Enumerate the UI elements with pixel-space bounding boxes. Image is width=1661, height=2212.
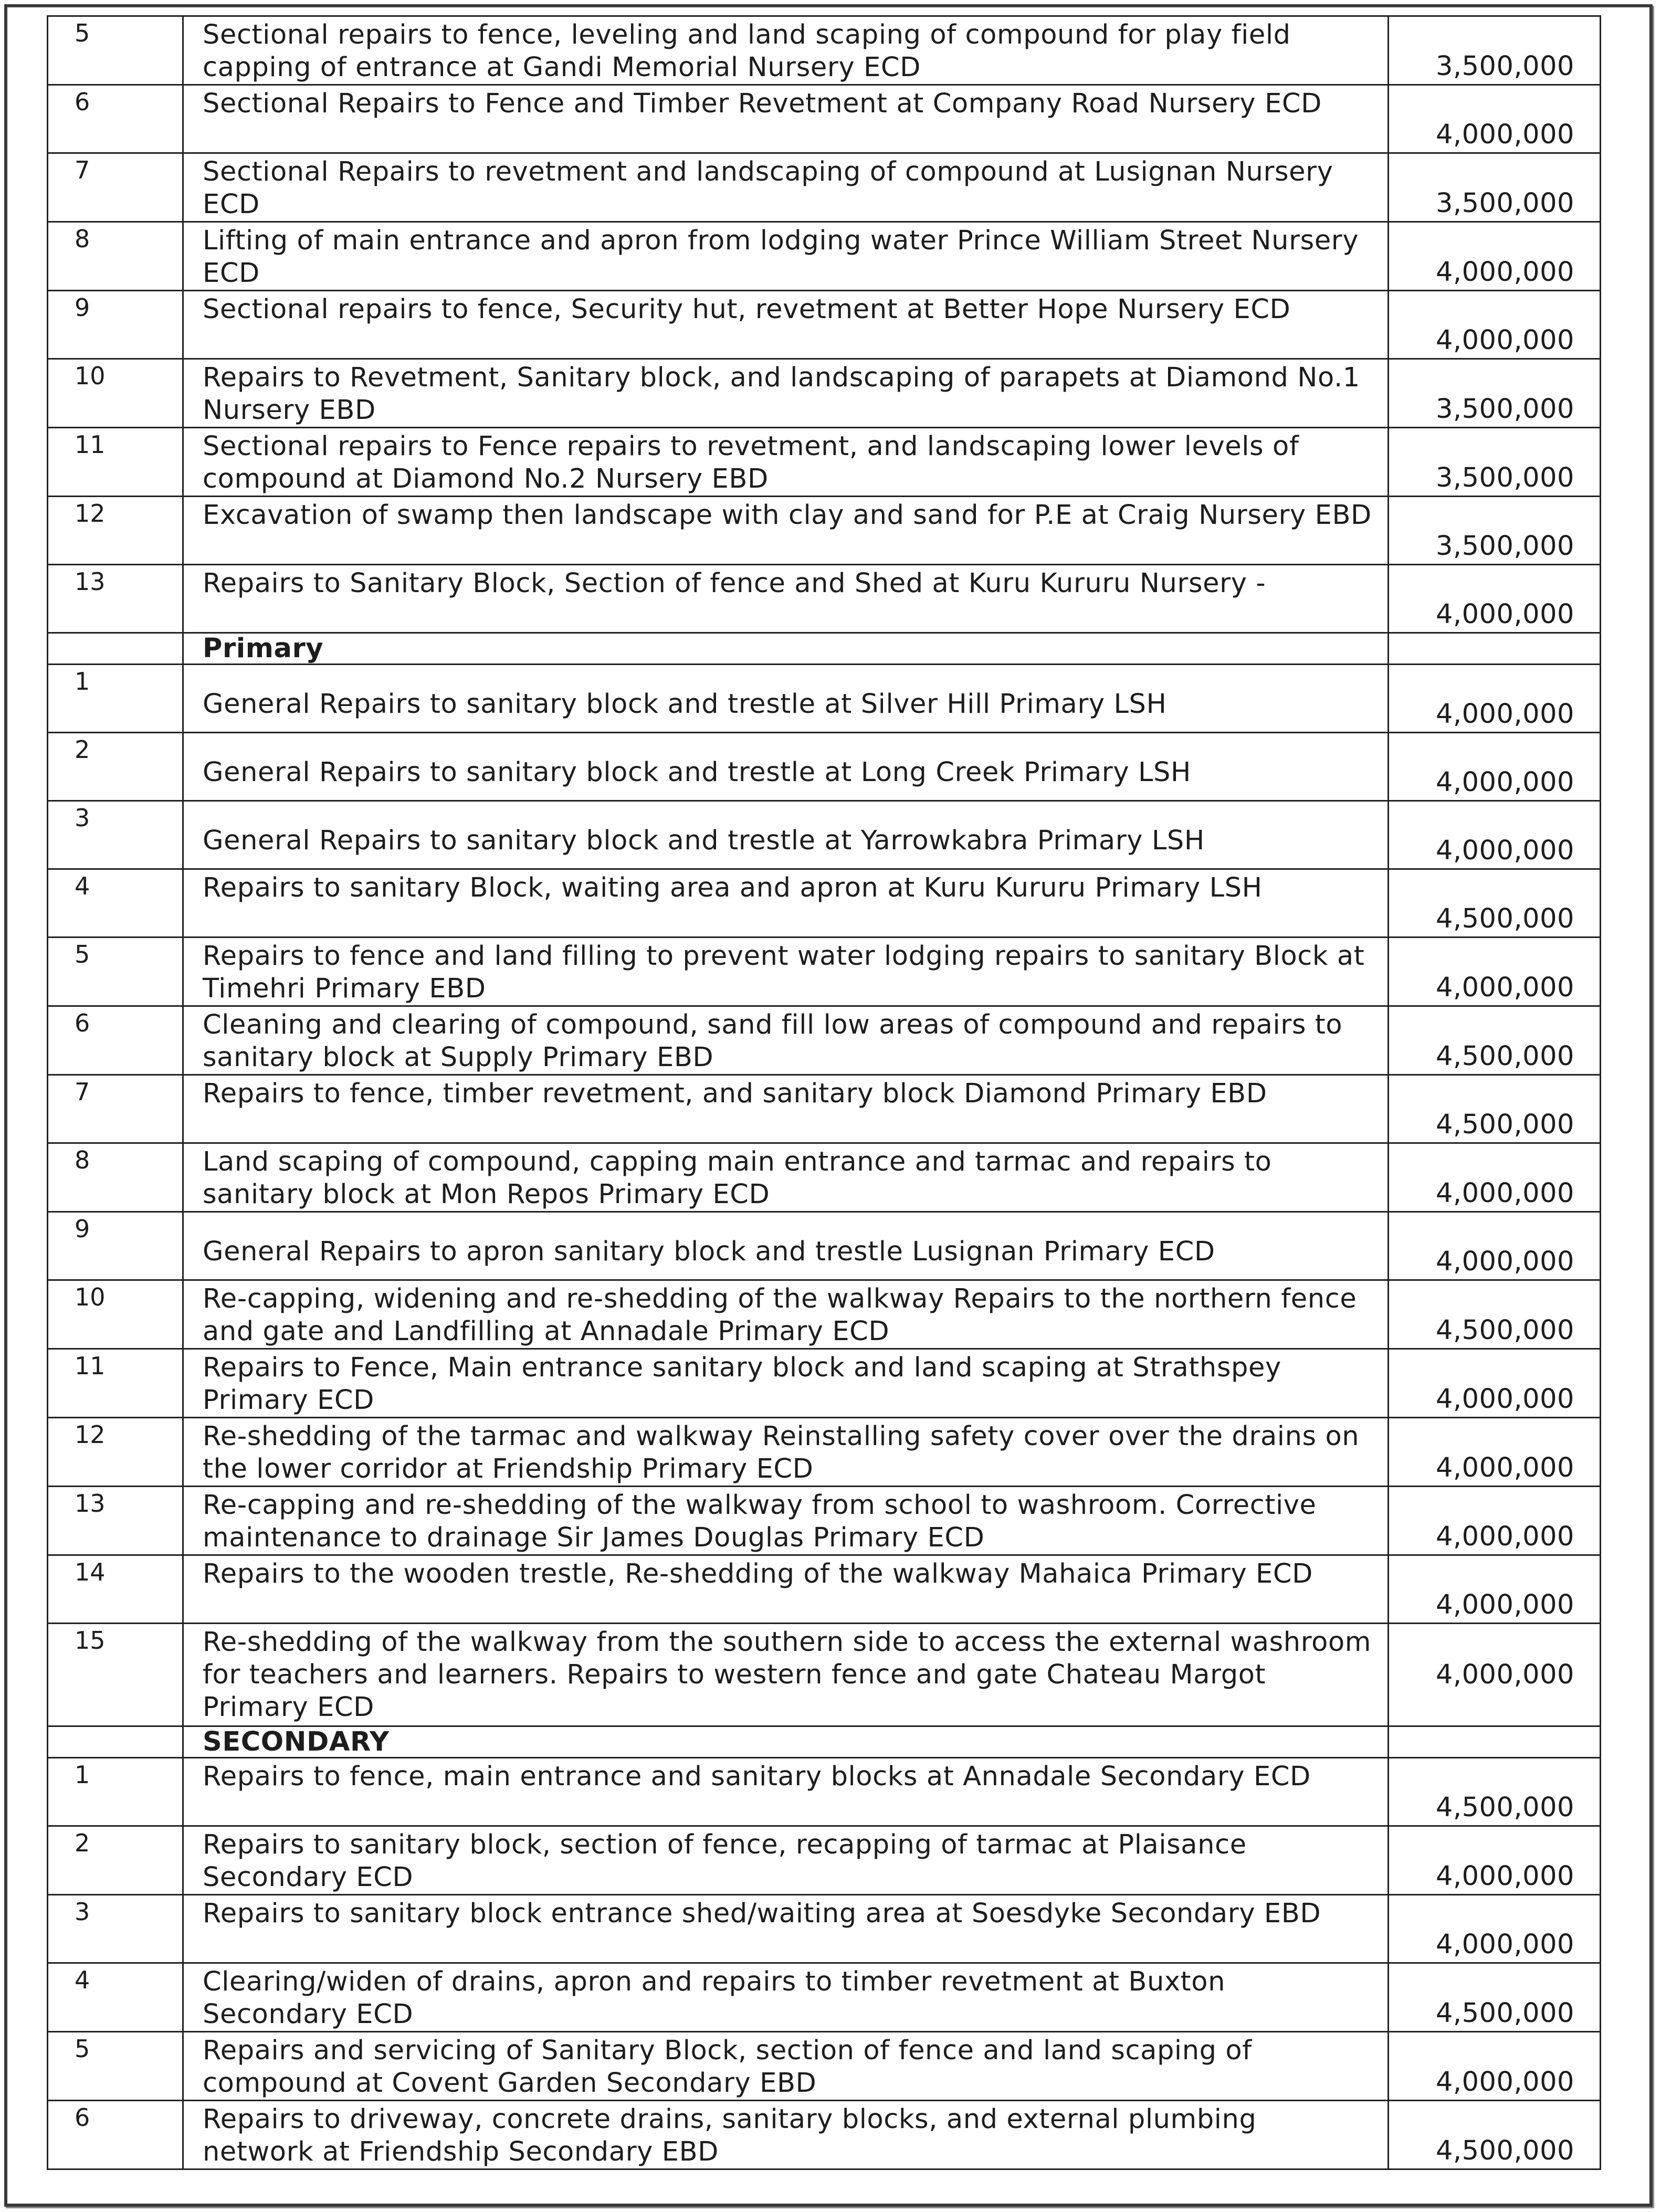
item-number: 3 bbox=[48, 1895, 183, 1963]
item-number: 10 bbox=[48, 359, 183, 428]
item-amount: 4,000,000 bbox=[1389, 1826, 1601, 1895]
item-description: Sectional repairs to fence, Security hut, revetment at Better Hope Nursery ECD bbox=[183, 291, 1389, 359]
item-amount: 4,500,000 bbox=[1389, 2101, 1601, 2169]
item-description: Re-shedding of the walkway from the southern side to access the external washroom for teachers and learners. Repairs to western fence and gate Chateau Margot Primary ECD bbox=[183, 1624, 1389, 1726]
item-description: Repairs to driveway, concrete drains, sanitary blocks, and external plumbing network at Friendship Secondary EBD bbox=[183, 2101, 1389, 2169]
item-description: Re-capping and re-shedding of the walkway from school to washroom. Corrective maintenance to drainage Sir James Douglas Primary ECD bbox=[183, 1487, 1389, 1555]
table-row bbox=[48, 1895, 1601, 1963]
item-amount: 4,000,000 bbox=[1389, 1212, 1601, 1280]
item-amount: 4,500,000 bbox=[1389, 1758, 1601, 1826]
item-amount: 3,500,000 bbox=[1389, 497, 1601, 565]
table-row bbox=[48, 733, 1601, 801]
item-number: 2 bbox=[48, 1826, 183, 1895]
item-description: General Repairs to sanitary block and trestle at Silver Hill Primary LSH bbox=[203, 689, 1167, 720]
item-amount: 4,000,000 bbox=[1389, 1487, 1601, 1555]
table-row bbox=[48, 1487, 1601, 1555]
item-number: 4 bbox=[48, 869, 183, 938]
item-description: Sectional Repairs to revetment and landscaping of compound at Lusignan Nursery ECD bbox=[183, 153, 1389, 222]
item-amount: 3,500,000 bbox=[1389, 359, 1601, 428]
item-description: Repairs to fence, main entrance and sanitary blocks at Annadale Secondary ECD bbox=[183, 1758, 1389, 1826]
table-row bbox=[48, 85, 1601, 153]
item-description: General Repairs to apron sanitary block and trestle Lusignan Primary ECD bbox=[203, 1236, 1215, 1267]
item-description: General Repairs to sanitary block and trestle at Long Creek Primary LSH bbox=[203, 757, 1191, 788]
item-amount: 3,500,000 bbox=[1389, 428, 1601, 497]
item-amount: 4,000,000 bbox=[1389, 1349, 1601, 1418]
item-amount: 4,500,000 bbox=[1389, 869, 1601, 938]
table-row bbox=[48, 1212, 1601, 1280]
item-amount: 4,000,000 bbox=[1389, 1624, 1601, 1726]
table-row bbox=[48, 1143, 1601, 1212]
item-number: 6 bbox=[48, 2101, 183, 2169]
section-heading-row bbox=[48, 633, 1601, 665]
item-description: General Repairs to sanitary block and trestle at Yarrowkabra Primary LSH bbox=[203, 825, 1205, 856]
item-amount: 4,000,000 bbox=[1389, 2032, 1601, 2101]
item-description: Repairs to fence, timber revetment, and sanitary block Diamond Primary EBD bbox=[183, 1075, 1389, 1143]
item-number: 2 bbox=[48, 733, 183, 801]
item-number: 13 bbox=[48, 565, 183, 633]
item-number: 13 bbox=[48, 1487, 183, 1555]
item-number: 9 bbox=[48, 1212, 183, 1280]
item-number: 1 bbox=[48, 665, 183, 733]
table-row bbox=[48, 497, 1601, 565]
item-description: Sectional repairs to fence, leveling and land scaping of compound for play field capping of entrance at Gandi Memorial Nursery ECD bbox=[183, 16, 1389, 85]
section-heading-primary: Primary bbox=[183, 633, 1389, 665]
table-row bbox=[48, 1349, 1601, 1418]
item-amount: 3,500,000 bbox=[1389, 16, 1601, 85]
item-description: Land scaping of compound, capping main entrance and tarmac and repairs to sanitary block at Mon Repos Primary ECD bbox=[183, 1143, 1389, 1212]
item-description: Sectional repairs to Fence repairs to revetment, and landscaping lower levels of compound at Diamond No.2 Nursery EBD bbox=[183, 428, 1389, 497]
item-description: Repairs to Sanitary Block, Section of fence and Shed at Kuru Kururu Nursery - bbox=[183, 565, 1389, 633]
item-number: 5 bbox=[48, 16, 183, 85]
item-number: 5 bbox=[48, 2032, 183, 2101]
table-row bbox=[48, 1280, 1601, 1349]
item-description: Re-shedding of the tarmac and walkway Reinstalling safety cover over the drains on the lower corridor at Friendship Primary ECD bbox=[183, 1418, 1389, 1487]
item-amount: 4,000,000 bbox=[1389, 222, 1601, 291]
table-row bbox=[48, 428, 1601, 497]
item-number: 11 bbox=[48, 1349, 183, 1418]
item-number: 1 bbox=[48, 1758, 183, 1826]
table-row bbox=[48, 1758, 1601, 1826]
item-amount: 4,000,000 bbox=[1389, 291, 1601, 359]
table-row bbox=[48, 359, 1601, 428]
table-row bbox=[48, 1963, 1601, 2032]
item-description: Sectional Repairs to Fence and Timber Revetment at Company Road Nursery ECD bbox=[183, 85, 1389, 153]
item-description: Repairs and servicing of Sanitary Block, section of fence and land scaping of compound at Covent Garden Secondary EBD bbox=[183, 2032, 1389, 2101]
item-number: 8 bbox=[48, 1143, 183, 1212]
item-amount: 4,500,000 bbox=[1389, 1006, 1601, 1075]
section-heading-secondary: SECONDARY bbox=[183, 1726, 1389, 1758]
item-number: 15 bbox=[48, 1624, 183, 1726]
item-amount: 4,000,000 bbox=[1389, 565, 1601, 633]
item-amount: 3,500,000 bbox=[1389, 153, 1601, 222]
item-number: 6 bbox=[48, 85, 183, 153]
item-description: Lifting of main entrance and apron from lodging water Prince William Street Nursery ECD bbox=[183, 222, 1389, 291]
table-row bbox=[48, 153, 1601, 222]
table-row bbox=[48, 565, 1601, 633]
table-row bbox=[48, 938, 1601, 1006]
item-amount: 4,000,000 bbox=[1389, 665, 1601, 733]
table-row bbox=[48, 1006, 1601, 1075]
section-heading-row bbox=[48, 1726, 1601, 1758]
table-row bbox=[48, 2101, 1601, 2169]
item-amount: 4,000,000 bbox=[1389, 85, 1601, 153]
item-description: Repairs to sanitary block entrance shed/waiting area at Soesdyke Secondary EBD bbox=[183, 1895, 1389, 1963]
table-row bbox=[48, 1826, 1601, 1895]
table-row bbox=[48, 801, 1601, 869]
item-number: 3 bbox=[48, 801, 183, 869]
table-row bbox=[48, 291, 1601, 359]
table-row bbox=[48, 16, 1601, 85]
item-number: 12 bbox=[48, 497, 183, 565]
item-description: Repairs to fence and land filling to prevent water lodging repairs to sanitary Block at Timehri Primary EBD bbox=[183, 938, 1389, 1006]
item-amount: 4,500,000 bbox=[1389, 1075, 1601, 1143]
item-description: Excavation of swamp then landscape with clay and sand for P.E at Craig Nursery EBD bbox=[183, 497, 1389, 565]
table-row bbox=[48, 1555, 1601, 1624]
item-number: 10 bbox=[48, 1280, 183, 1349]
table-row bbox=[48, 1075, 1601, 1143]
works-table bbox=[47, 15, 1601, 2170]
item-description: Repairs to Fence, Main entrance sanitary block and land scaping at Strathspey Primary ECD bbox=[183, 1349, 1389, 1418]
item-amount: 4,000,000 bbox=[1389, 1143, 1601, 1212]
table-row bbox=[48, 869, 1601, 938]
item-number: 5 bbox=[48, 938, 183, 1006]
item-amount: 4,500,000 bbox=[1389, 1280, 1601, 1349]
table-row bbox=[48, 1418, 1601, 1487]
item-description: Clearing/widen of drains, apron and repairs to timber revetment at Buxton Secondary ECD bbox=[183, 1963, 1389, 2032]
item-number: 4 bbox=[48, 1963, 183, 2032]
item-number: 9 bbox=[48, 291, 183, 359]
item-number: 7 bbox=[48, 153, 183, 222]
table-row bbox=[48, 1624, 1601, 1726]
item-number: 12 bbox=[48, 1418, 183, 1487]
item-amount: 4,000,000 bbox=[1389, 733, 1601, 801]
item-number: 8 bbox=[48, 222, 183, 291]
table-row bbox=[48, 222, 1601, 291]
item-description: Repairs to Revetment, Sanitary block, and landscaping of parapets at Diamond No.1 Nursery EBD bbox=[183, 359, 1389, 428]
item-amount: 4,000,000 bbox=[1389, 801, 1601, 869]
item-description: Re-capping, widening and re-shedding of the walkway Repairs to the northern fence and gate and Landfilling at Annadale Primary ECD bbox=[183, 1280, 1389, 1349]
item-number: 14 bbox=[48, 1555, 183, 1624]
item-amount: 4,000,000 bbox=[1389, 1418, 1601, 1487]
item-number: 6 bbox=[48, 1006, 183, 1075]
table-row bbox=[48, 2032, 1601, 2101]
table-row bbox=[48, 665, 1601, 733]
item-description: Cleaning and clearing of compound, sand fill low areas of compound and repairs to sanitary block at Supply Primary EBD bbox=[183, 1006, 1389, 1075]
item-description: Repairs to the wooden trestle, Re-shedding of the walkway Mahaica Primary ECD bbox=[183, 1555, 1389, 1624]
item-number: 11 bbox=[48, 428, 183, 497]
item-amount: 4,000,000 bbox=[1389, 1555, 1601, 1624]
item-amount: 4,000,000 bbox=[1389, 1895, 1601, 1963]
item-description: Repairs to sanitary block, section of fence, recapping of tarmac at Plaisance Secondary ECD bbox=[183, 1826, 1389, 1895]
item-number: 7 bbox=[48, 1075, 183, 1143]
item-amount: 4,000,000 bbox=[1389, 938, 1601, 1006]
item-amount: 4,500,000 bbox=[1389, 1963, 1601, 2032]
item-description: Repairs to sanitary Block, waiting area and apron at Kuru Kururu Primary LSH bbox=[183, 869, 1389, 938]
